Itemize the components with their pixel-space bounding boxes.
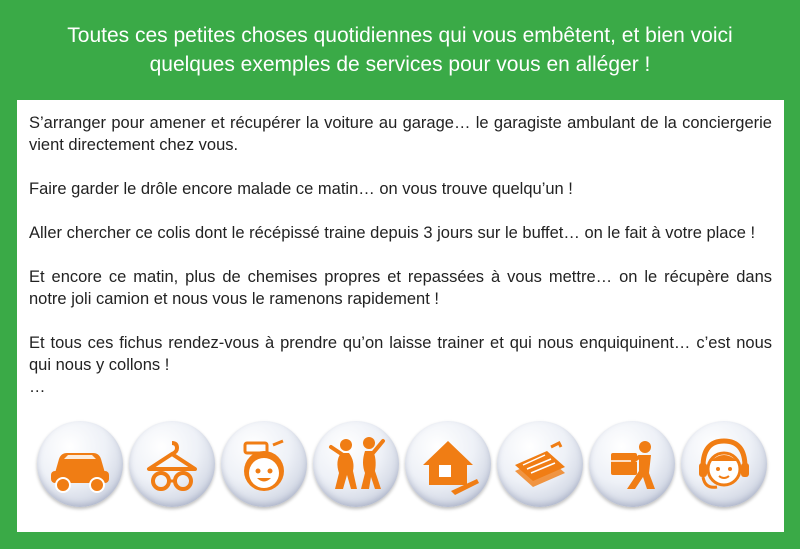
hanger-glasses-icon	[129, 421, 215, 507]
header-banner	[0, 0, 800, 100]
child-icon	[221, 421, 307, 507]
documents-icon	[497, 421, 583, 507]
paragraph-appointments: Et tous ces fichus rendez-vous à prendre qu’on laisse trainer et qui nous enquiquinent… c’est nous qui nous y collons !	[29, 334, 772, 374]
header-line-2: quelques exemples de services pour vous en alléger !	[149, 53, 651, 76]
delivery-person-icon	[589, 421, 675, 507]
header-line-1: Toutes ces petites choses quotidiennes qui vous embêtent, et bien voici	[67, 24, 733, 47]
paragraph-laundry: Et encore ce matin, plus de chemises propres et repassées à vous mettre… on le récupère dans notre joli camion et nous vous le ramenons rapidement !	[29, 268, 772, 308]
paragraph-childcare: Faire garder le drôle encore malade ce matin… on vous trouve quelqu’un !	[29, 180, 573, 198]
content-panel	[17, 100, 784, 532]
paragraph-garage: S’arranger pour amener et récupérer la voiture au garage… le garagiste ambulant de la conciergerie vient directement chez vous.	[29, 114, 772, 154]
phone-operator-icon	[681, 421, 767, 507]
car-icon	[37, 421, 123, 507]
service-icons	[37, 421, 767, 511]
paragraph-parcel: Aller chercher ce colis dont le récépissé traine depuis 3 jours sur le buffet… on le fait à votre place !	[29, 224, 756, 242]
house-repair-icon	[405, 421, 491, 507]
dancing-women-icon	[313, 421, 399, 507]
body-text	[29, 112, 772, 398]
ellipsis: …	[29, 378, 46, 396]
